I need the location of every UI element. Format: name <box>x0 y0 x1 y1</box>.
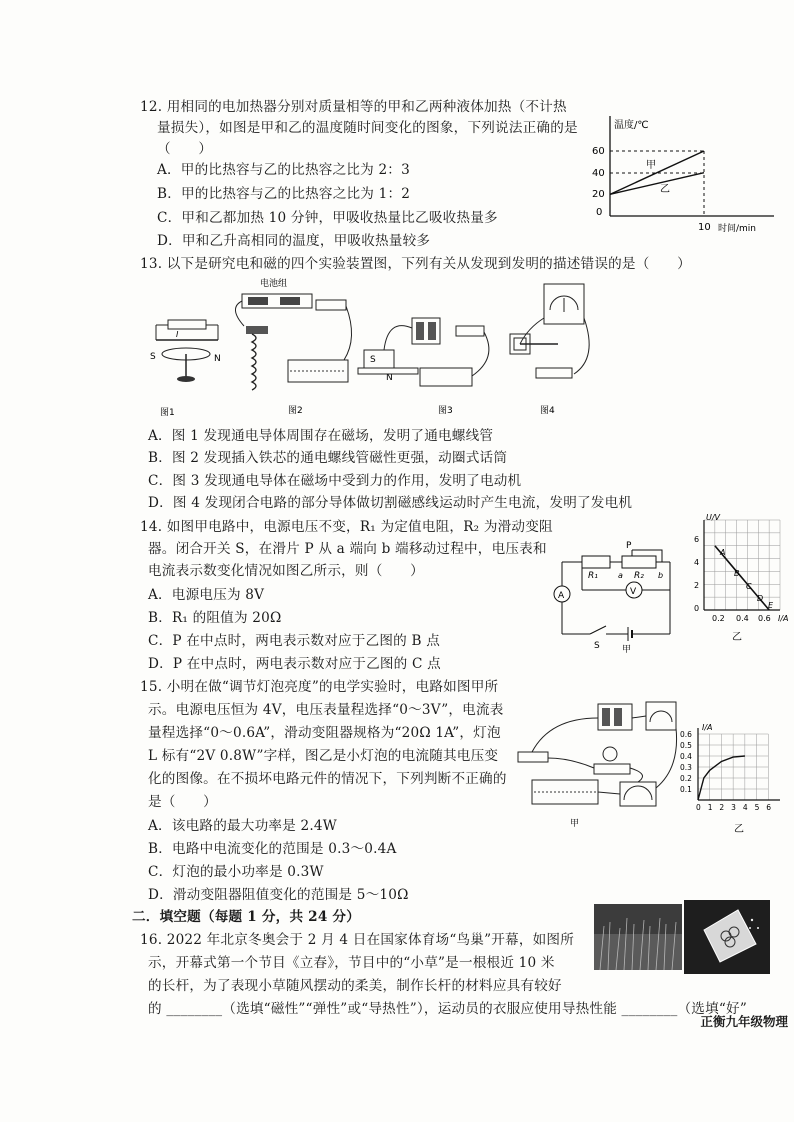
q15-graph-caption: 乙 <box>734 824 744 835</box>
svg-text:S: S <box>150 352 156 362</box>
q15-xtick-label: 0 <box>696 803 701 812</box>
q13-option-a: A．图 1 发现通电导体周围存在磁场，发明了通电螺线管 <box>148 428 494 444</box>
q12-ylabel: 温度/℃ <box>614 120 649 131</box>
q14-option-c: C．P 在中点时，两电表示数对应于乙图的 B 点 <box>148 633 440 649</box>
q13-fig4-generator <box>510 284 589 416</box>
fig4-caption: 图4 <box>540 406 555 416</box>
q12-tick-60: 60 <box>592 146 605 157</box>
q12-label-yi: 乙 <box>660 184 670 195</box>
fig2-battery-label: 电池组 <box>260 279 288 289</box>
svg-text:N: N <box>386 373 393 383</box>
q15-ytick-label: 0.5 <box>680 741 692 750</box>
q14-r1-label: R₁ <box>588 571 598 581</box>
q15-xtick-label: 1 <box>707 803 713 812</box>
q14-line2: 器。闭合开关 S，在滑片 P 从 a 端向 b 端移动过程中，电压表和 <box>148 541 547 557</box>
q15-ytick-label: 0.1 <box>680 785 692 794</box>
q15-option-c: C．灯泡的最小功率是 0.3W <box>148 864 324 880</box>
q14-option-d: D．P 在中点时，两电表示数对应于乙图的 C 点 <box>148 656 441 672</box>
q14-circuit-caption: 甲 <box>622 645 632 654</box>
q14-circuit-diagram <box>546 534 686 654</box>
q12-xlabel: 时间/min <box>718 224 757 234</box>
q15-figure-caption: 甲 <box>570 819 580 829</box>
q13-option-d: D．图 4 发现闭合电路的部分导体做切割磁感线运动时产生电流，发明了发电机 <box>148 495 633 511</box>
q16-line2: 示，开幕式第一个节目《立春》，节目中的“小草”是一根根近 10 米 <box>148 955 555 971</box>
q14-b-label: b <box>658 571 664 580</box>
q16-photo-snowflake <box>684 900 770 974</box>
q15-grid <box>698 734 768 800</box>
q15-line5: 化的图像。在不损坏电路元件的情况下，下列判断不正确的 <box>148 771 507 787</box>
q14-tick-x04: 0.4 <box>736 614 749 623</box>
fig3-rheostat <box>420 368 472 386</box>
q15-bulb <box>603 747 617 761</box>
q14-point-b: B <box>734 569 740 578</box>
q14-tick-0: 0 <box>694 604 700 613</box>
q12-option-b: B．甲的比热容与乙的比热容之比为 1：2 <box>157 186 411 202</box>
q12-tick-0: 0 <box>596 207 603 218</box>
q12-option-d: D．甲和乙升高相同的温度，甲吸收热量较多 <box>157 233 431 249</box>
q13-fig3-motor <box>358 318 489 416</box>
q14-tick-4: 4 <box>694 558 700 567</box>
section2-heading: 二．填空题（每题 1 分，共 24 分） <box>132 909 361 925</box>
q15-option-d: D．滑动变阻器阻值变化的范围是 5～10Ω <box>148 887 409 903</box>
q14-point-c: C <box>746 582 752 591</box>
q13-fig2-electromagnet <box>235 278 351 416</box>
q15-line2: 示。电源电压恒为 4V，电压表量程选择“0～3V”，电流表 <box>148 702 504 718</box>
q14-r2-label: R₂ <box>634 571 644 581</box>
q14-a-label: a <box>618 571 623 580</box>
q15-ylabel: I/A <box>702 723 713 732</box>
q15-option-b: B．电路中电流变化的范围是 0.3～0.4A <box>148 841 397 857</box>
q15-y-ticks <box>680 730 692 794</box>
q13-option-b: B．图 2 发现插入铁芯的通电螺线管磁性更强，动圈式话筒 <box>148 450 508 466</box>
q15-ytick-label: 0.3 <box>680 763 692 772</box>
fig3-switch <box>456 326 484 336</box>
q16-line4: 的 ________（选填“磁性”“弹性”或“导热性”），运动员的衣服应使用导热性能 ________（选填“好” <box>148 1001 747 1017</box>
fig1-battery <box>168 320 206 329</box>
q15-xtick-label: 4 <box>742 803 748 812</box>
q12-line1: 12. 用相同的电加热器分别对质量相等的甲和乙两种液体加热（不计热 <box>140 99 567 115</box>
fig3-caption: 图3 <box>438 406 453 416</box>
q14-tick-x06: 0.6 <box>758 614 771 623</box>
q14-graph-caption: 乙 <box>732 632 742 643</box>
q14-point-a: A <box>720 548 726 557</box>
q14-tick-x02: 0.2 <box>712 614 725 623</box>
q14-ammeter-label: A <box>558 591 565 601</box>
q14-r1 <box>582 556 610 568</box>
q14-grid <box>704 520 780 610</box>
q14-uv-graph <box>686 510 790 646</box>
q14-p-label: P <box>626 541 632 551</box>
q12-series-yi <box>610 173 704 195</box>
q15-apparatus-figure <box>510 688 680 830</box>
q16-line1: 16. 2022 年北京冬奥会于 2 月 4 日在国家体育场“鸟巢”开幕，如图所 <box>140 932 574 948</box>
q15-option-a: A．该电路的最大功率是 2.4W <box>148 818 337 834</box>
q14-s-label: S <box>594 641 600 651</box>
q14-ylabel: U/V <box>706 513 721 522</box>
q14-switch <box>590 626 606 634</box>
q14-line3: 电流表示数变化情况如图乙所示，则（ ） <box>148 563 424 579</box>
q16-line3: 的长杆，为了表现小草随风摆动的柔美，制作长杆的材料应具有较好 <box>148 978 562 994</box>
q15-switch <box>518 752 548 762</box>
q15-xtick-label: 5 <box>754 803 760 812</box>
q13-option-c: C．图 3 发现通电导体在磁场中受到力的作用，发明了电动机 <box>148 473 522 489</box>
q14-point-d: D <box>757 594 764 603</box>
q15-line6: 是（ ） <box>148 794 217 810</box>
svg-text:S: S <box>370 355 376 365</box>
q13-experiment-figures <box>148 278 608 423</box>
q14-option-a: A．电源电压为 8V <box>148 587 265 603</box>
q12-paren: （ ） <box>157 141 213 157</box>
q12-tick-x10: 10 <box>698 222 711 233</box>
q12-option-a: A．甲的比热容与乙的比热容之比为 2：3 <box>157 162 410 178</box>
q14-tick-6: 6 <box>694 535 700 544</box>
q15-xtick-label: 2 <box>719 803 725 812</box>
q14-r2 <box>622 556 656 568</box>
q14-tick-2: 2 <box>694 581 700 590</box>
q14-voltmeter-label: V <box>630 587 637 597</box>
fig2-caption: 图2 <box>288 406 303 416</box>
fig2-switch <box>316 300 346 310</box>
q12-temperature-graph <box>584 108 784 238</box>
svg-text:I: I <box>176 330 179 339</box>
fig2-coil <box>252 334 256 390</box>
q16-photo-grass <box>594 904 682 970</box>
svg-text:N: N <box>214 354 221 364</box>
q12-line2: 量损失），如图是甲和乙的温度随时间变化的图象，下列说法正确的是 <box>157 120 578 136</box>
fig4-switch <box>536 368 572 378</box>
q15-ytick-label: 0.4 <box>680 752 692 761</box>
q12-tick-40: 40 <box>592 168 605 179</box>
q14-line1: 14. 如图甲电路中，电源电压不变，R₁ 为定值电阻，R₂ 为滑动变阻 <box>140 519 553 535</box>
q15-ytick-label: 0.2 <box>680 774 692 783</box>
q14-xlabel: I/A <box>778 614 789 623</box>
q15-line4: L 标有“2V 0.8W”字样，图乙是小灯泡的电流随其电压变 <box>148 748 499 764</box>
q15-xtick-label: 6 <box>766 803 772 812</box>
q15-xtick-label: 3 <box>731 803 736 812</box>
q15-x-ticks <box>696 803 771 812</box>
q15-line1: 15. 小明在做“调节灯泡亮度”的电学实验时，电路如图甲所 <box>140 679 499 695</box>
q12-tick-20: 20 <box>592 189 605 200</box>
q15-ytick-label: 0.6 <box>680 730 692 739</box>
q15-rheostat <box>532 780 598 804</box>
fig3-magnet <box>364 350 394 368</box>
q15-line3: 量程选择“0～0.6A”，滑动变阻器规格为“20Ω 1A”，灯泡 <box>148 725 501 741</box>
q15-iu-graph <box>676 722 788 836</box>
q13-fig1-oersted <box>150 320 221 382</box>
q12-label-jia: 甲 <box>646 160 656 171</box>
q14-point-e: E <box>768 601 774 610</box>
q15-ammeter <box>646 702 676 730</box>
q13-stem: 13. 以下是研究电和磁的四个实验装置图，下列有关从发现到发明的描述错误的是（ ） <box>140 256 691 272</box>
q14-option-b: B．R₁ 的阻值为 20Ω <box>148 610 282 626</box>
fig1-caption: 图1 <box>160 408 175 418</box>
q12-option-c: C．甲和乙都加热 10 分钟，甲吸收热量比乙吸收热量多 <box>157 210 498 226</box>
footer-label: 正衡九年级物理 <box>700 1014 788 1029</box>
